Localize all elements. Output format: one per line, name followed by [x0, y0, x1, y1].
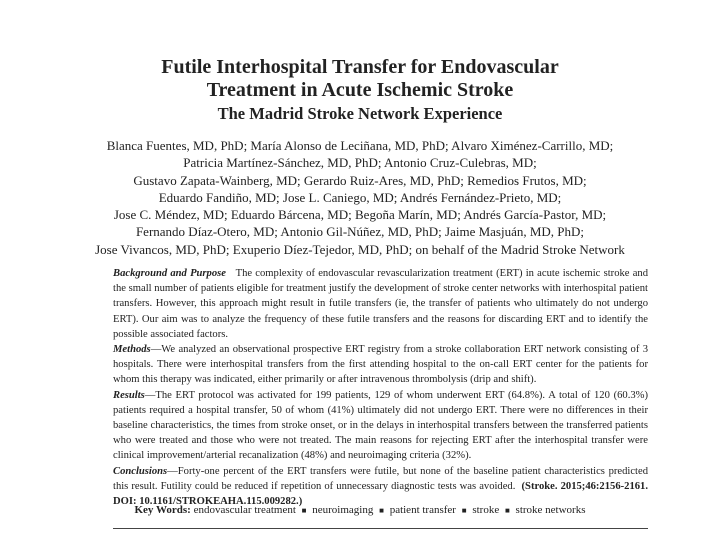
citation: (Stroke. 2015;46:2156-2161. DOI: 10.1161/STROKEAHA.115.009282.)	[113, 480, 648, 508]
author-line: Eduardo Fandiño, MD; Jose L. Caniego, MD; Andrés Fernández-Prieto, MD;	[158, 189, 562, 205]
abstract-background	[113, 266, 648, 342]
paper-title-line-1: Futile Interhospital Transfer for Endovascular	[161, 56, 559, 78]
author-line: Jose C. Méndez, MD; Eduardo Bárcena, MD; Begoña Marín, MD; Andrés García-Pastor, MD;	[113, 207, 607, 223]
methods-text: We analyzed an observational prospective ERT registry from a stroke collaboration ERT network consisting of 3 hospitals. There were interhospital transfers from the first attending hospital to the on-call ERT center for the patients for whom this therapy was indicated, either primarily or after intravenous thrombolysis (drip and shift).	[113, 344, 648, 386]
abstract	[113, 266, 648, 509]
keyword-separator: ■	[504, 506, 510, 515]
paper-subtitle: The Madrid Stroke Network Experience	[217, 104, 503, 123]
author-line: Gustavo Zapata-Wainberg, MD; Gerardo Ruiz-Ares, MD, PhD; Remedios Frutos, MD;	[133, 172, 587, 188]
background-text: The complexity of endovascular revascularization treatment (ERT) in acute ischemic stroke and the small number of patients eligible for treatment justify the development of stroke center networks with interhospital patient transfers. However, this approach might result in futile transfers (ie, the transfer of patients who ultimately do not undergo ERT). Our aim was to analyze the frequency of these futile transfers and the reasons for discarding ERT and to identify the possible associated factors.	[113, 268, 648, 340]
horizontal-divider	[113, 528, 648, 529]
background-label: Background and Purpose	[113, 268, 226, 279]
results-label: Results	[113, 389, 145, 401]
abstract-results: Results—The ERT protocol was activated for 199 patients, 129 of whom underwent ERT (64.8%). A total of 120 (60.3%) patients required a hospital transfer, 50 of whom (41%) ultimately did not undergo ERT. There were no differences in their baseline characteristics, the times from stroke onset, or in the delays in interhospital transfers between the transferred patients who were treated and those who were not treated. The main reasons for rejecting ERT after the interhospital transfer were clinical improvement/arterial recanalization (48%) and neuroimaging criteria (32%).	[113, 389, 648, 462]
conclusions-label: Conclusions	[113, 465, 168, 477]
author-list	[0, 137, 720, 258]
keyword: patient transfer	[389, 504, 456, 516]
keyword-separator: ■	[301, 506, 307, 515]
author-line: Jose Vivancos, MD, PhD; Exuperio Díez-Tejedor, MD, PhD; on behalf of the Madrid Stroke Network	[95, 241, 625, 257]
paper-title-line-2: Treatment in Acute Ischemic Stroke	[206, 79, 514, 101]
methods-label: Methods	[113, 344, 151, 356]
abstract-conclusions: Conclusions—Forty-one percent of the ERT transfers were futile, but none of the baseline patient characteristics predicted this result. Futility could be reduced if repetition of unnecessary diagnostic tests was avoided. (Stroke. 2015;46:2156-2161. DOI: 10.1161/STROKEAHA.115.009282.)	[113, 465, 648, 508]
results-text: The ERT protocol was activated for 199 patients, 129 of whom underwent ERT (64.8%). A total of 120 (60.3%) patients required a hospital transfer, 50 of whom (41%) ultimately did not undergo ERT. There were no differences in their baseline characteristics, the times from stroke onset, or in the delays in interhospital transfers between the transferred patients who were treated and those who were not treated. The main reasons for rejecting ERT after the interhospital transfer were clinical improvement/arterial recanalization (48%) and neuroimaging criteria (32%).	[113, 389, 648, 462]
keyword-separator: ■	[379, 506, 384, 515]
conclusions-text: Forty-one percent of the ERT transfers were futile, but none of the baseline patient characteristics predicted this result. Futility could be reduced if repetition of unnecessary diagnostic tests was avoided.	[113, 465, 648, 492]
author-line: Fernando Díaz-Otero, MD; Antonio Gil-Núñez, MD, PhD; Jaime Masjuán, MD, PhD;	[135, 224, 585, 240]
keywords	[0, 504, 720, 516]
abstract-methods: Methods—We analyzed an observational prospective ERT registry from a stroke collaboration ERT network consisting of 3 hospitals. There were interhospital transfers from the first attending hospital to the on-call ERT center for the patients for whom this therapy was indicated, either primarily or after intravenous thrombolysis (drip and shift).	[113, 344, 648, 386]
author-line: Patricia Martínez-Sánchez, MD, PhD; Antonio Cruz-Culebras, MD;	[183, 155, 537, 171]
keyword: endovascular treatment	[193, 504, 296, 516]
keyword: stroke networks	[515, 504, 586, 516]
author-line: Blanca Fuentes, MD, PhD; María Alonso de Leciñana, MD, PhD; Alvaro Ximénez-Carrillo, MD;	[106, 138, 614, 153]
keywords-label: Key Words:	[134, 504, 191, 516]
keyword: neuroimaging	[312, 504, 374, 516]
keyword: stroke	[472, 504, 500, 516]
keyword-separator: ■	[461, 506, 467, 515]
